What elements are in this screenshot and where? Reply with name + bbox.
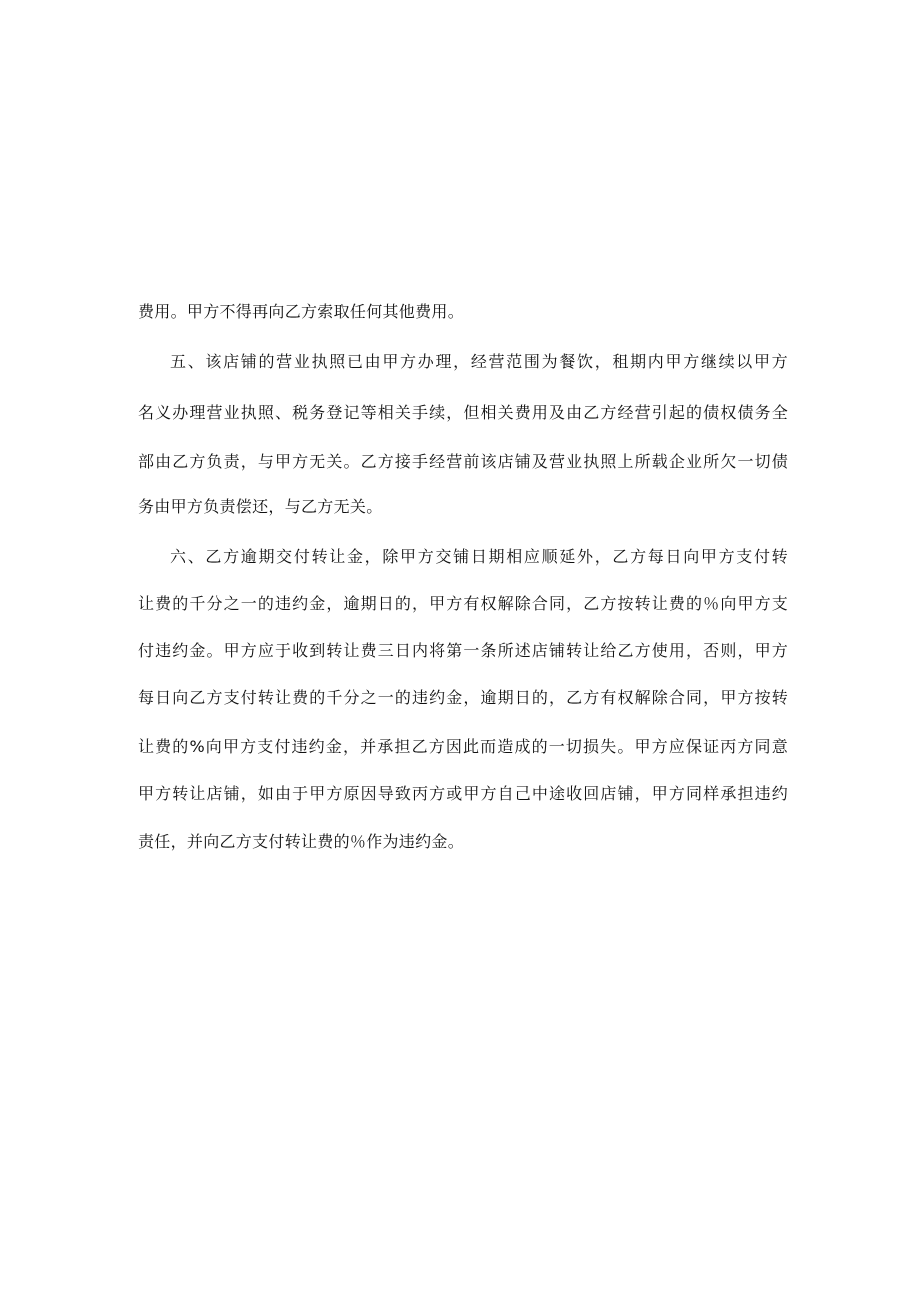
continuation-line-1: 费用。甲方不得再向乙方索取任何其他费用。 (138, 302, 465, 321)
clause-5-line-3: 部由乙方负责，与甲方无关。乙方接手经营前该店铺及营业执照上所载企业所欠一切债 (138, 452, 788, 471)
clause-5-line-4: 务由甲方负责偿还，与乙方无关。 (138, 497, 383, 516)
clause-6-line-3: 付违约金。甲方应于收到转让费三日内将第一条所述店铺转让给乙方使用，否则，甲方 (138, 641, 788, 660)
clause-5-line-2: 名义办理营业执照、税务登记等相关手续，但相关费用及由乙方经营引起的债权债务全 (138, 403, 788, 422)
clause-6-line-4: 每日向乙方支付转让费的千分之一的违约金，逾期日的，乙方有权解除合同，甲方按转 (138, 688, 788, 707)
clause-6-line-7: 责任，并向乙方支付转让费的％作为违约金。 (138, 832, 465, 851)
clause-5-line-1: 五、该店铺的营业执照已由甲方办理，经营范围为餐饮，租期内甲方继续以甲方 (170, 352, 788, 371)
clause-6-line-2: 让费的千分之一的违约金，逾期日的，甲方有权解除合同，乙方按转让费的％向甲方支 (138, 594, 788, 613)
clause-6-line-6: 甲方转让店铺，如由于甲方原因导致丙方或甲方自己中途收回店铺，甲方同样承担违约 (138, 784, 788, 803)
clause-6-line-1: 六、乙方逾期交付转让金，除甲方交铺日期相应顺延外，乙方每日向甲方支付转 (170, 547, 788, 566)
clause-6-line-5: 让费的%向甲方支付违约金，并承担乙方因此而造成的一切损失。甲方应保证丙方同意 (138, 737, 788, 756)
